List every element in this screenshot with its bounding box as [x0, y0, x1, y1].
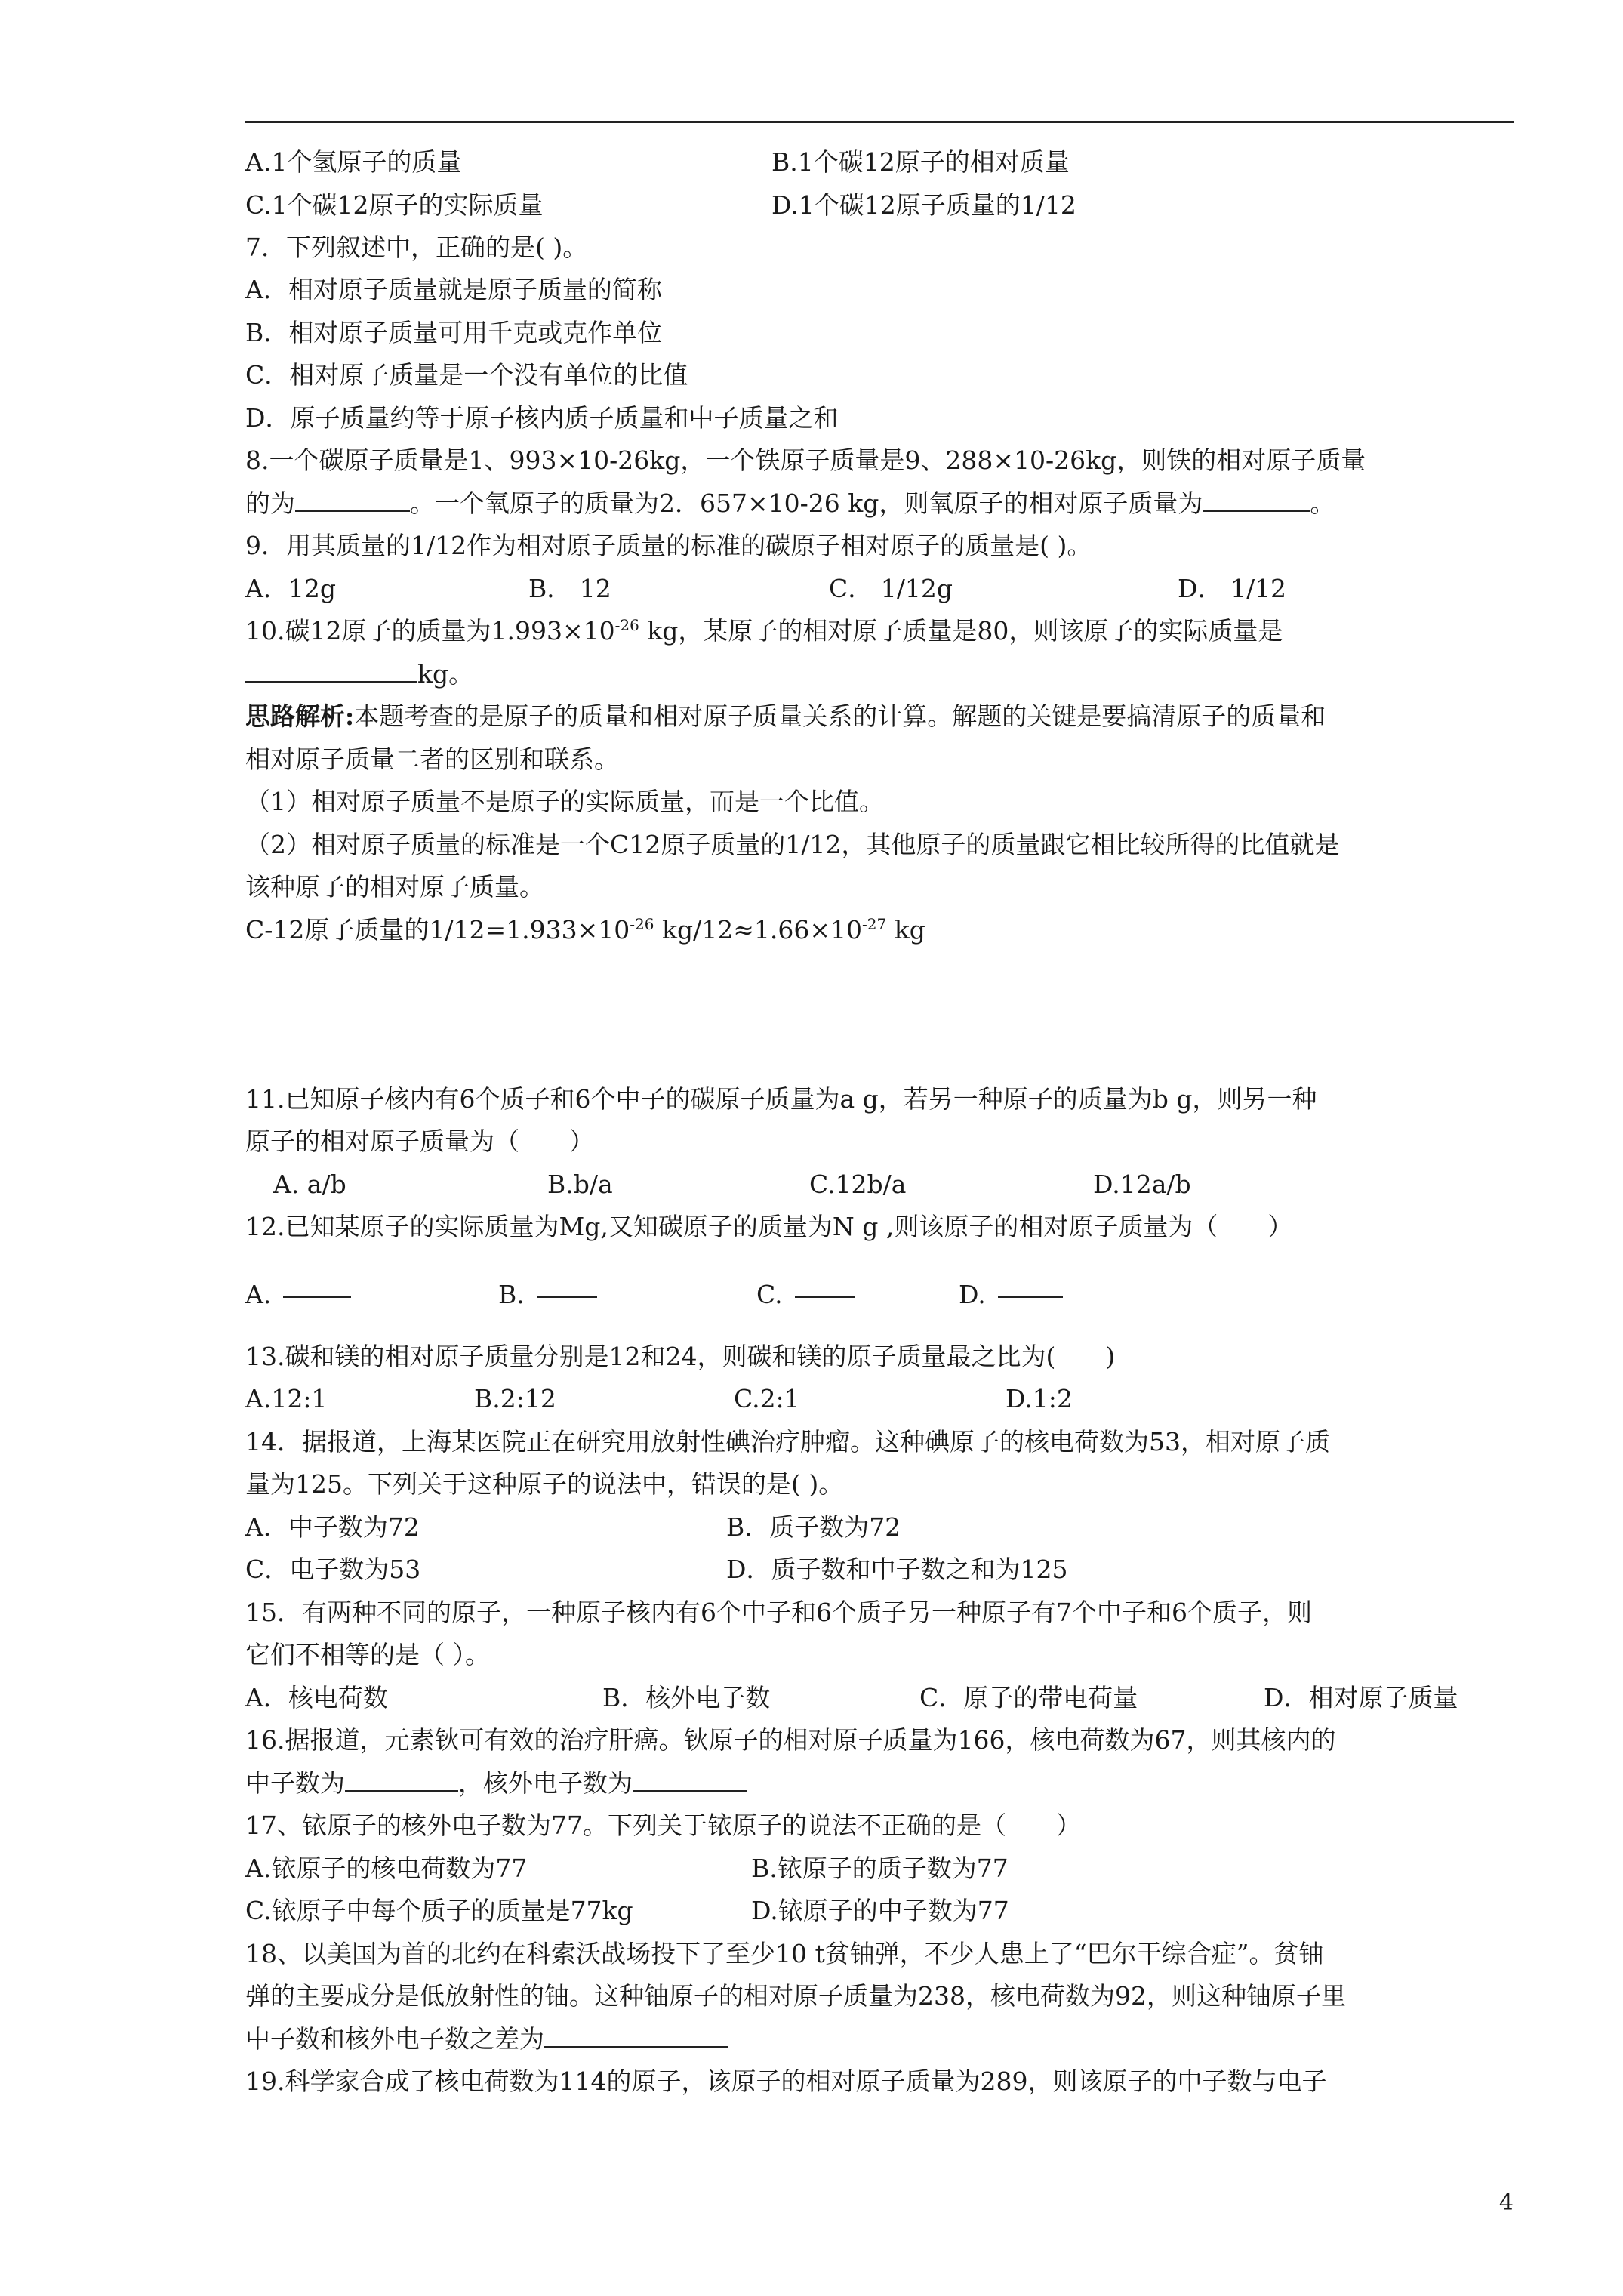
q9-option-d: D． 1/12	[1178, 574, 1287, 603]
question-8-line2	[245, 488, 1335, 519]
question-11-line1: 11.已知原子核内有6个质子和6个中子的碳原子质量为a g，若另一种原子的质量为b g，则另一种	[245, 1084, 1317, 1114]
question-15-line1: 15．有两种不同的原子，一种原子核内有6个中子和6个质子另一种原子有7个中子和6个质子，则	[245, 1598, 1312, 1627]
question-16-line2	[245, 1768, 747, 1798]
q14-option-a: A．中子数为72	[245, 1512, 420, 1542]
q10-text-a: 10.碳12原子的质量为1.993×10	[245, 616, 615, 646]
option-b-prev: B.1个碳12原子的相对质量	[771, 147, 1070, 177]
q16-blank-2[interactable]	[633, 1769, 747, 1792]
q14-option-b: B．质子数为72	[726, 1512, 901, 1542]
question-9: 9．用其质量的1/12作为相对原子质量的标准的碳原子相对原子的质量是( )。	[245, 531, 1092, 560]
question-7: 7．下列叙述中，正确的是( )。	[245, 233, 588, 262]
analysis-line5: 该种原子的相对原子质量。	[245, 872, 544, 901]
q12-option-b-label: B.	[498, 1280, 525, 1309]
q8-blank-2[interactable]	[1203, 489, 1310, 512]
question-18-line3	[245, 2024, 728, 2054]
analysis-line3: （1）相对原子质量不是原子的实际质量，而是一个比值。	[245, 787, 884, 816]
q11-option-d: D.12a/b	[1093, 1170, 1191, 1199]
q8-blank-1[interactable]	[295, 489, 410, 512]
analysis-line4: （2）相对原子质量的标准是一个C12原子质量的1/12，其他原子的质量跟它相比较所得的比值就是	[245, 830, 1340, 859]
q8-text-c: 。	[1310, 488, 1335, 518]
calc-exponent-2: -27	[861, 915, 887, 933]
question-10-line2	[245, 659, 473, 689]
question-16-line1: 16.据报道，元素钬可有效的治疗肝癌。钬原子的相对原子质量为166，核电荷数为67，则其核内的	[245, 1725, 1336, 1755]
question-19: 19.科学家合成了核电荷数为114的原子，该原子的相对原子质量为289，则该原子的中子数与电子	[245, 2066, 1327, 2096]
q13-option-b: B.2:12	[474, 1384, 556, 1413]
q7-option-b: B．相对原子质量可用千克或克作单位	[245, 318, 663, 347]
q14-option-d: D．质子数和中子数之和为125	[726, 1555, 1068, 1584]
question-18-line1: 18、以美国为首的北约在科索沃战场投下了至少10 t贫铀弹，不少人患上了“巴尔干综合症”。贫铀	[245, 1939, 1324, 1968]
question-18-line2: 弹的主要成分是低放射性的铀。这种铀原子的相对原子质量为238，核电荷数为92，则这种铀原子里	[245, 1981, 1346, 2011]
calc-exponent-1: -26	[630, 915, 654, 933]
q17-option-d: D.铱原子的中子数为77	[751, 1896, 1009, 1925]
q9-option-c: C． 1/12g	[829, 574, 953, 603]
q10-blank[interactable]	[245, 660, 417, 683]
q7-option-c: C．相对原子质量是一个没有单位的比值	[245, 360, 688, 390]
question-15-line2: 它们不相等的是（ ）。	[245, 1640, 490, 1669]
header-rule	[245, 121, 1514, 123]
analysis-calc	[245, 915, 925, 945]
question-10-line1	[245, 616, 1283, 646]
analysis-line1	[245, 701, 1326, 732]
question-8-line1: 8.一个碳原子质量是1、993×10-26kg，一个铁原子质量是9、288×10-26kg，则铁的相对原子质量	[245, 445, 1366, 475]
q17-option-b: B.铱原子的质子数为77	[751, 1854, 1009, 1883]
q16-text-b: ，核外电子数为	[458, 1768, 633, 1798]
q12-fraction-c	[795, 1296, 855, 1298]
q9-option-b: B． 12	[528, 574, 611, 603]
q12-option-d-label: D.	[959, 1280, 986, 1309]
q13-option-d: D.1:2	[1006, 1384, 1073, 1413]
q15-option-a: A．核电荷数	[245, 1683, 388, 1712]
q14-option-c: C．电子数为53	[245, 1555, 421, 1584]
option-d-prev: D.1个碳12原子质量的1/12	[771, 190, 1076, 220]
option-a-prev: A.1个氢原子的质量	[245, 147, 462, 177]
q13-option-c: C.2:1	[734, 1384, 800, 1413]
q8-text-b: 。一个氧原子的质量为2．657×10-26 kg，则氧原子的相对原子质量为	[410, 488, 1203, 518]
calc-text-b: kg/12≈1.66×10	[654, 915, 862, 945]
option-c-prev: C.1个碳12原子的实际质量	[245, 190, 544, 220]
q8-text-a: 的为	[245, 488, 295, 518]
q12-fraction-a	[283, 1296, 351, 1298]
q16-text-a: 中子数为	[245, 1768, 345, 1798]
q7-option-a: A．相对原子质量就是原子质量的简称	[245, 275, 662, 304]
q12-option-c-label: C.	[756, 1280, 783, 1309]
calc-text-a: C-12原子质量的1/12=1.933×10	[245, 915, 630, 945]
analysis-label: 思路解析:	[245, 701, 355, 731]
q18-text: 中子数和核外电子数之差为	[245, 2024, 544, 2054]
q18-blank[interactable]	[544, 2025, 728, 2048]
q11-option-a: A. a/b	[273, 1170, 346, 1199]
q12-option-a-label: A.	[245, 1280, 272, 1309]
q12-fraction-d	[998, 1296, 1063, 1298]
analysis-line2: 相对原子质量二者的区别和联系。	[245, 744, 619, 774]
q10-text-b: kg，某原子的相对原子质量是80，则该原子的实际质量是	[639, 616, 1283, 646]
q17-option-c: C.铱原子中每个质子的质量是77kg	[245, 1896, 633, 1925]
q13-option-a: A.12:1	[245, 1384, 328, 1413]
question-12: 12.已知某原子的实际质量为Mg,又知碳原子的质量为N g ,则该原子的相对原子质量为（ ）	[245, 1212, 1293, 1241]
q15-option-d: D．相对原子质量	[1264, 1683, 1458, 1712]
page-number: 4	[1498, 2190, 1514, 2216]
q12-option-a	[245, 1280, 351, 1310]
q10-unit: kg。	[417, 659, 474, 689]
q11-option-b: B.b/a	[547, 1170, 613, 1199]
q12-option-c	[756, 1280, 855, 1310]
q15-option-b: B．核外电子数	[602, 1683, 771, 1712]
question-17: 17、铱原子的核外电子数为77。下列关于铱原子的说法不正确的是（ ）	[245, 1811, 1081, 1840]
q11-option-c: C.12b/a	[809, 1170, 907, 1199]
q17-option-a: A.铱原子的核电荷数为77	[245, 1854, 528, 1883]
q12-option-b	[498, 1280, 597, 1310]
q12-fraction-b	[537, 1296, 597, 1298]
question-11-line2: 原子的相对原子质量为（ ）	[245, 1126, 594, 1156]
q9-option-a: A．12g	[245, 574, 336, 603]
q10-exponent: -26	[614, 616, 639, 634]
question-14-line1: 14．据报道，上海某医院正在研究用放射性碘治疗肿瘤。这种碘原子的核电荷数为53，相对原子质	[245, 1427, 1330, 1456]
question-13: 13.碳和镁的相对原子质量分别是12和24，则碳和镁的原子质量最之比为( )	[245, 1342, 1116, 1371]
calc-text-c: kg	[886, 915, 925, 945]
q12-option-d	[959, 1280, 1063, 1310]
question-14-line2: 量为125。下列关于这种原子的说法中，错误的是( )。	[245, 1469, 844, 1499]
analysis-text1: 本题考查的是原子的质量和相对原子质量关系的计算。解题的关键是要搞清原子的质量和	[354, 701, 1326, 731]
q15-option-c: C．原子的带电荷量	[919, 1683, 1138, 1712]
q16-blank-1[interactable]	[345, 1769, 458, 1792]
q7-option-d: D．原子质量约等于原子核内质子质量和中子质量之和	[245, 403, 839, 433]
